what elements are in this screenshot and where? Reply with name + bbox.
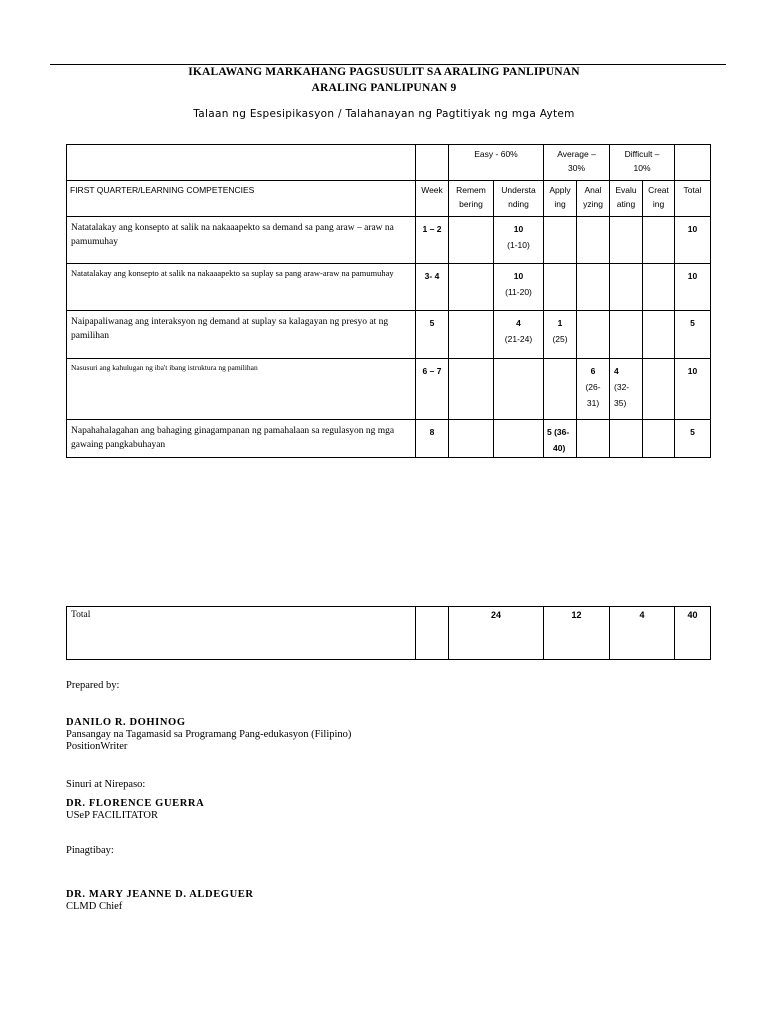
understanding-count: 4 bbox=[516, 318, 521, 328]
table-row bbox=[67, 264, 711, 311]
evaluating-count: 4 bbox=[614, 366, 619, 376]
col-creating-2: ing bbox=[652, 199, 665, 209]
totals-total: 40 bbox=[675, 607, 711, 660]
specification-table bbox=[66, 144, 711, 458]
col-remembering-2: bering bbox=[459, 199, 483, 209]
applying-cell bbox=[544, 311, 577, 359]
evaluating-cell bbox=[610, 359, 643, 420]
prepared-title-2: PositionWriter bbox=[66, 741, 128, 752]
understanding-cell bbox=[494, 217, 544, 264]
group-easy: Easy - 60% bbox=[449, 145, 544, 181]
col-week: Week bbox=[416, 181, 449, 217]
applying-cell bbox=[544, 264, 577, 311]
col-understanding-2: nding bbox=[508, 199, 529, 209]
creating-cell bbox=[643, 359, 675, 420]
analyzing-cell bbox=[577, 264, 610, 311]
remembering-cell bbox=[449, 420, 494, 458]
approved-name: DR. MARY JEANNE D. ALDEGUER bbox=[66, 889, 254, 900]
total-cell: 10 bbox=[675, 217, 711, 264]
applying-cell bbox=[544, 217, 577, 264]
analyzing-items-2: 31) bbox=[586, 398, 600, 408]
creating-cell bbox=[643, 264, 675, 311]
understanding-items: (11-20) bbox=[505, 287, 532, 297]
creating-cell bbox=[643, 217, 675, 264]
table-row bbox=[67, 311, 711, 359]
totals-easy: 24 bbox=[449, 607, 544, 660]
table-row bbox=[67, 217, 711, 264]
evaluating-cell bbox=[610, 311, 643, 359]
table-row bbox=[67, 420, 711, 458]
document-subject: ARALING PANLIPUNAN 9 bbox=[311, 82, 457, 94]
totals-difficult: 4 bbox=[610, 607, 675, 660]
total-cell: 10 bbox=[675, 264, 711, 311]
remembering-cell bbox=[449, 264, 494, 311]
understanding-cell bbox=[494, 420, 544, 458]
group-average-line1: Average – bbox=[557, 149, 596, 159]
col-analyzing-2: yzing bbox=[583, 199, 603, 209]
analyzing-cell bbox=[577, 359, 610, 420]
total-cell: 5 bbox=[675, 311, 711, 359]
col-applying-1: Apply bbox=[549, 185, 571, 195]
group-average bbox=[544, 145, 610, 181]
competency-cell: Natatalakay ang konsepto at salik na nakaaapekto sa demand sa pang araw – araw na pamumuhay bbox=[67, 217, 416, 264]
col-creating bbox=[643, 181, 675, 217]
totals-average: 12 bbox=[544, 607, 610, 660]
col-understanding bbox=[494, 181, 544, 217]
applying-items: (25) bbox=[552, 334, 568, 344]
understanding-items: (1-10) bbox=[507, 240, 530, 250]
evaluating-cell bbox=[610, 264, 643, 311]
reviewed-block bbox=[66, 798, 204, 822]
analyzing-cell bbox=[577, 217, 610, 264]
creating-cell bbox=[643, 311, 675, 359]
week-cell: 1 – 2 bbox=[416, 217, 449, 264]
applying-cell bbox=[544, 420, 577, 458]
col-applying bbox=[544, 181, 577, 217]
analyzing-items-1: (26- bbox=[585, 382, 601, 392]
evaluating-items-2: 35) bbox=[614, 398, 627, 408]
reviewed-title: USeP FACILITATOR bbox=[66, 810, 159, 821]
week-cell: 6 – 7 bbox=[416, 359, 449, 420]
col-analyzing bbox=[577, 181, 610, 217]
document-title: IKALAWANG MARKAHANG PAGSUSULIT SA ARALING PANLIPUNAN bbox=[188, 66, 580, 78]
reviewed-label: Sinuri at Nirepaso: bbox=[66, 779, 146, 790]
col-remembering-1: Remem bbox=[456, 185, 486, 195]
col-evaluating bbox=[610, 181, 643, 217]
understanding-count: 10 bbox=[513, 224, 524, 234]
prepared-title-1: Pansangay na Tagamasid sa Programang Pang-edukasyon (Filipino) bbox=[66, 729, 352, 740]
evaluating-cell bbox=[610, 420, 643, 458]
blank-cell bbox=[416, 145, 449, 181]
competency-cell: Napahahalagahan ang bahaging ginagampanan ng pamahalaan sa regulasyon ng mga gawaing pangkabuhayan bbox=[67, 420, 416, 458]
analyzing-cell bbox=[577, 311, 610, 359]
totals-table bbox=[66, 606, 711, 660]
competency-cell: Natatalakay ang konsepto at salik na nakaaapekto sa suplay sa pang araw-araw na pamumuhay bbox=[67, 264, 416, 311]
blank-cell bbox=[416, 607, 449, 660]
week-cell: 8 bbox=[416, 420, 449, 458]
col-evaluating-2: ating bbox=[616, 199, 636, 209]
analyzing-cell bbox=[577, 420, 610, 458]
competency-cell: Naipapaliwanag ang interaksyon ng demand at suplay sa kalagayan ng presyo at ng pamilihan bbox=[67, 311, 416, 359]
applying-count: 1 bbox=[557, 318, 563, 328]
col-understanding-1: Understa bbox=[501, 185, 536, 195]
remembering-cell bbox=[449, 311, 494, 359]
total-cell: 10 bbox=[675, 359, 711, 420]
col-competency: FIRST QUARTER/LEARNING COMPETENCIES bbox=[67, 181, 416, 217]
group-header-row bbox=[67, 145, 711, 181]
blank-cell bbox=[675, 145, 711, 181]
totals-row bbox=[67, 607, 711, 660]
table-row bbox=[67, 359, 711, 420]
approved-block bbox=[66, 889, 254, 913]
understanding-items: (21-24) bbox=[504, 334, 533, 344]
col-applying-2: ing bbox=[554, 199, 566, 209]
applying-items-2: 40) bbox=[553, 443, 566, 453]
reviewed-name: DR. FLORENCE GUERRA bbox=[66, 798, 205, 809]
understanding-cell bbox=[494, 359, 544, 420]
evaluating-cell bbox=[610, 217, 643, 264]
blank-cell bbox=[67, 145, 416, 181]
prepared-block bbox=[66, 717, 351, 753]
group-average-line2: 30% bbox=[568, 163, 586, 173]
group-difficult-line1: Difficult – bbox=[624, 149, 660, 159]
col-creating-1: Creat bbox=[648, 185, 669, 195]
creating-cell bbox=[643, 420, 675, 458]
competency-cell: Nasusuri ang kahulugan ng iba't ibang istruktura ng pamilihan bbox=[67, 359, 416, 420]
top-rule bbox=[50, 64, 726, 65]
col-analyzing-1: Anal bbox=[584, 185, 602, 195]
week-cell: 3- 4 bbox=[416, 264, 449, 311]
understanding-count: 10 bbox=[513, 271, 524, 281]
group-difficult bbox=[610, 145, 675, 181]
group-difficult-line2: 10% bbox=[633, 163, 651, 173]
column-header-row bbox=[67, 181, 711, 217]
understanding-cell bbox=[494, 264, 544, 311]
total-cell: 5 bbox=[675, 420, 711, 458]
col-evaluating-1: Evalu bbox=[615, 185, 637, 195]
analyzing-count: 6 bbox=[590, 366, 596, 376]
applying-items-1: 5 (36- bbox=[547, 427, 570, 437]
col-total: Total bbox=[675, 181, 711, 217]
evaluating-items-1: (32- bbox=[614, 382, 630, 392]
document-subtitle: Talaan ng Espesipikasyon / Talahanayan ng Pagtitiyak ng mga Aytem bbox=[193, 108, 575, 120]
understanding-cell bbox=[494, 311, 544, 359]
remembering-cell bbox=[449, 217, 494, 264]
prepared-label: Prepared by: bbox=[66, 680, 120, 691]
approved-title: CLMD Chief bbox=[66, 901, 123, 912]
approved-label: Pinagtibay: bbox=[66, 845, 114, 856]
remembering-cell bbox=[449, 359, 494, 420]
totals-label: Total bbox=[67, 607, 416, 660]
week-cell: 5 bbox=[416, 311, 449, 359]
col-remembering bbox=[449, 181, 494, 217]
prepared-name: DANILO R. DOHINOG bbox=[66, 717, 186, 728]
applying-cell bbox=[544, 359, 577, 420]
